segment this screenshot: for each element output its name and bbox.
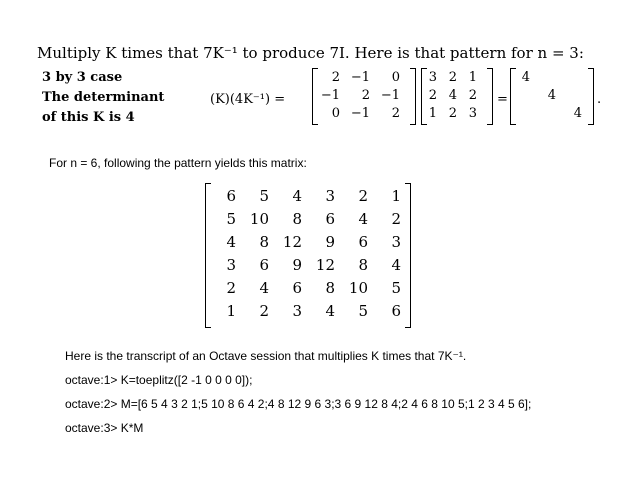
matrix-cell: 4 (226, 233, 236, 251)
matrix-cell: 6 (358, 233, 368, 251)
matrix-cell: 0 (331, 106, 340, 121)
matrix-cell: 1 (468, 70, 477, 85)
matrix-cell: 6 (391, 302, 401, 320)
matrix-cell: 4 (292, 187, 302, 205)
matrix-cell: 4 (325, 302, 335, 320)
matrix-cell: −1 (350, 70, 370, 85)
matrix-cell: 1 (391, 187, 401, 205)
bracket-right (405, 183, 411, 328)
equals-sign: = (497, 92, 508, 107)
matrix-cell: 4 (547, 88, 556, 103)
matrix-cell: −1 (320, 88, 340, 103)
matrix-cell: 12 (282, 233, 302, 251)
matrix-cell: 2 (428, 88, 437, 103)
matrix-cell: 0 (391, 70, 400, 85)
matrix-cell: 1 (428, 106, 437, 121)
case-line-1: 3 by 3 case (42, 70, 123, 85)
matrix-cell: 8 (259, 233, 269, 251)
matrix-m3 (421, 68, 493, 126)
matrix-cell: 2 (259, 302, 269, 320)
matrix-cell: −1 (380, 88, 400, 103)
transcript-line-3: octave:3> K*M (65, 421, 144, 435)
matrix-cell: 6 (292, 279, 302, 297)
matrix-cell: 3 (428, 70, 437, 85)
matrix-result3 (510, 68, 594, 126)
matrix-cell: 3 (391, 233, 401, 251)
matrix-cell: 5 (391, 279, 401, 297)
matrix-cell: 9 (292, 256, 302, 274)
matrix-cell: 1 (226, 302, 236, 320)
matrix-cell: 6 (226, 187, 236, 205)
matrix-cell: 4 (391, 256, 401, 274)
transcript-line-1: octave:1> K=toeplitz([2 -1 0 0 0 0]); (65, 373, 253, 387)
transcript-line-2: octave:2> M=[6 5 4 3 2 1;5 10 8 6 4 2;4 8 12 9 6 3;3 6 9 12 8 4;2 4 6 8 10 5;1 2 3 4 5 6]; (65, 397, 532, 411)
transcript-intro: Here is the transcript of an Octave session that multiplies K times that 7K⁻¹. (65, 349, 467, 363)
matrix-cell: 8 (325, 279, 335, 297)
matrix-cell: 3 (325, 187, 335, 205)
matrix-cell: 2 (358, 187, 368, 205)
matrix-cell: 6 (259, 256, 269, 274)
matrix-cell: 5 (259, 187, 269, 205)
matrix-cell: 4 (573, 106, 582, 121)
matrix-cell: 4 (448, 88, 457, 103)
matrix-cell: 5 (358, 302, 368, 320)
period: . (597, 92, 602, 107)
matrix-cell: 2 (391, 106, 400, 121)
bracket-right (487, 68, 493, 125)
matrix-cell: 2 (226, 279, 236, 297)
matrix-cell: 2 (331, 70, 340, 85)
matrix-cell: 12 (315, 256, 335, 274)
matrix-cell: 2 (391, 210, 401, 228)
matrix-cell: 8 (358, 256, 368, 274)
intro-text: For n = 6, following the pattern yields this matrix: (49, 156, 307, 170)
matrix-cell: 4 (259, 279, 269, 297)
matrix-cell: 3 (292, 302, 302, 320)
matrix-cell: 2 (448, 106, 457, 121)
matrix-cell: 3 (468, 106, 477, 121)
matrix-cell: 2 (361, 88, 370, 103)
case-line-2: The determinant (42, 90, 165, 105)
matrix-k3 (312, 68, 416, 126)
matrix-cell: −1 (350, 106, 370, 121)
matrix-cell: 2 (448, 70, 457, 85)
matrix-cell: 10 (249, 210, 269, 228)
matrix-cell: 8 (292, 210, 302, 228)
matrix-cell: 2 (468, 88, 477, 103)
equation-left: (K)(4K⁻¹) = (210, 92, 286, 107)
case-line-3: of this K is 4 (42, 110, 135, 125)
matrix-cell: 3 (226, 256, 236, 274)
matrix-cell: 5 (226, 210, 236, 228)
headline: Multiply K times that 7K⁻¹ to produce 7I. Here is that pattern for n = 3: (37, 44, 584, 62)
matrix-6x6 (205, 183, 411, 329)
matrix-cell: 9 (325, 233, 335, 251)
matrix-cell: 4 (358, 210, 368, 228)
bracket-right (588, 68, 594, 125)
matrix-cell: 6 (325, 210, 335, 228)
matrix-cell: 10 (348, 279, 368, 297)
matrix-cell: 4 (521, 70, 530, 85)
